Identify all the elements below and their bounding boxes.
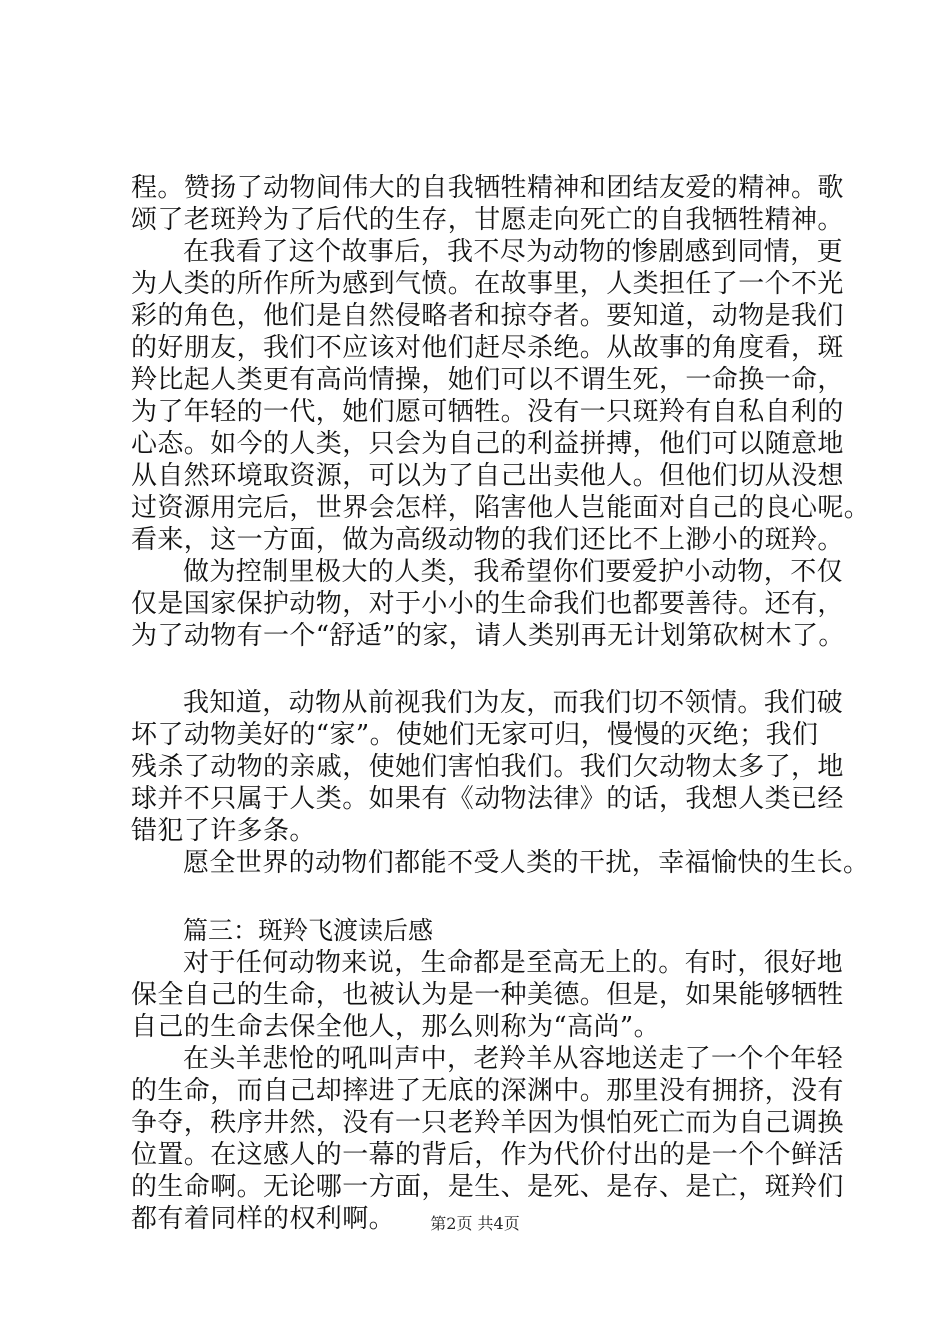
- paragraph-gap: [131, 652, 851, 687]
- paragraph-gap: [131, 879, 851, 915]
- paragraph-line: 仅是国家保护动物，对于小小的生命我们也都要善待。还有，: [131, 589, 844, 619]
- paragraph-line: 的好朋友，我们不应该对他们赶尽杀绝。从故事的角度看，斑: [131, 333, 844, 363]
- paragraph-line: 颂了老斑羚为了后代的生存，甘愿走向死亡的自我牺牲精神。: [131, 205, 844, 235]
- page-number-footer: 第2页 共4页: [430, 1214, 520, 1233]
- paragraph-line: 坏了动物美好的“家”。使她们无家可归，慢慢的灭绝；我们: [131, 720, 819, 750]
- paragraph-line: 在我看了这个故事后，我不尽为动物的惨剧感到同情，更: [183, 237, 844, 267]
- paragraph-line: 自己的生命去保全他人，那么则称为“高尚”。: [131, 1012, 660, 1042]
- paragraph-line: 看来，这一方面，做为高级动物的我们还比不上渺小的斑羚。: [131, 525, 844, 555]
- paragraph-line: 的生命，而自己却摔进了无底的深渊中。那里没有拥挤，没有: [131, 1076, 844, 1106]
- paragraph-line: 保全自己的生命，也被认为是一种美德。但是，如果能够牺牲: [131, 980, 844, 1010]
- paragraph-line: 彩的角色，他们是自然侵略者和掠夺者。要知道，动物是我们: [131, 301, 844, 331]
- paragraph-line: 错犯了许多条。: [131, 816, 316, 846]
- paragraph-line: 在头羊悲怆的吼叫声中，老羚羊从容地送走了一个个年轻: [183, 1044, 844, 1074]
- paragraph-line: 我知道，动物从前视我们为友，而我们切不领情。我们破: [183, 688, 844, 718]
- paragraph-line: 过资源用完后，世界会怎样，陷害他人岂能面对自己的良心呢。: [131, 493, 871, 523]
- paragraph-line: 羚比起人类更有高尚情操，她们可以不谓生死，一命换一命，: [131, 365, 844, 395]
- paragraph-line: 的生命啊。无论哪一方面，是生、是死、是存、是亡，斑羚们: [131, 1172, 844, 1202]
- paragraph-line: 争夺，秩序井然，没有一只老羚羊因为惧怕死亡而为自己调换: [131, 1108, 844, 1138]
- paragraph-line: 都有着同样的权利啊。: [131, 1204, 396, 1234]
- paragraph-line: 愿全世界的动物们都能不受人类的干扰，幸福愉快的生长。: [183, 848, 870, 878]
- section-heading: 篇三：斑羚飞渡读后感: [183, 916, 434, 945]
- paragraph-line: 球并不只属于人类。如果有《动物法律》的话，我想人类已经: [131, 784, 844, 814]
- paragraph-line: 为了年轻的一代，她们愿可牺牲。没有一只斑羚有自私自利的: [131, 397, 844, 427]
- paragraph-line: 位置。在这感人的一幕的背后，作为代价付出的是一个个鲜活: [131, 1140, 844, 1170]
- body-text: [131, 172, 871, 1235]
- paragraph-line: 为了动物有一个“舒适”的家，请人类别再无计划第砍树木了。: [131, 621, 845, 651]
- paragraph-line: 做为控制里极大的人类，我希望你们要爱护小动物，不仅: [183, 557, 844, 587]
- paragraph-line: 程。赞扬了动物间伟大的自我牺牲精神和团结友爱的精神。歌: [131, 173, 844, 203]
- paragraph-line: 为人类的所作所为感到气愤。在故事里，人类担任了一个不光: [131, 269, 844, 299]
- paragraph-line: 从自然环境取资源，可以为了自己出卖他人。但他们切从没想: [131, 461, 844, 491]
- paragraph-line: 对于任何动物来说，生命都是至高无上的。有时，很好地: [183, 948, 844, 978]
- paragraph-line: 心态。如今的人类，只会为自己的利益拼搏，他们可以随意地: [131, 429, 844, 459]
- paragraph-line: 残杀了动物的亲戚，使她们害怕我们。我们欠动物太多了，地: [131, 752, 844, 782]
